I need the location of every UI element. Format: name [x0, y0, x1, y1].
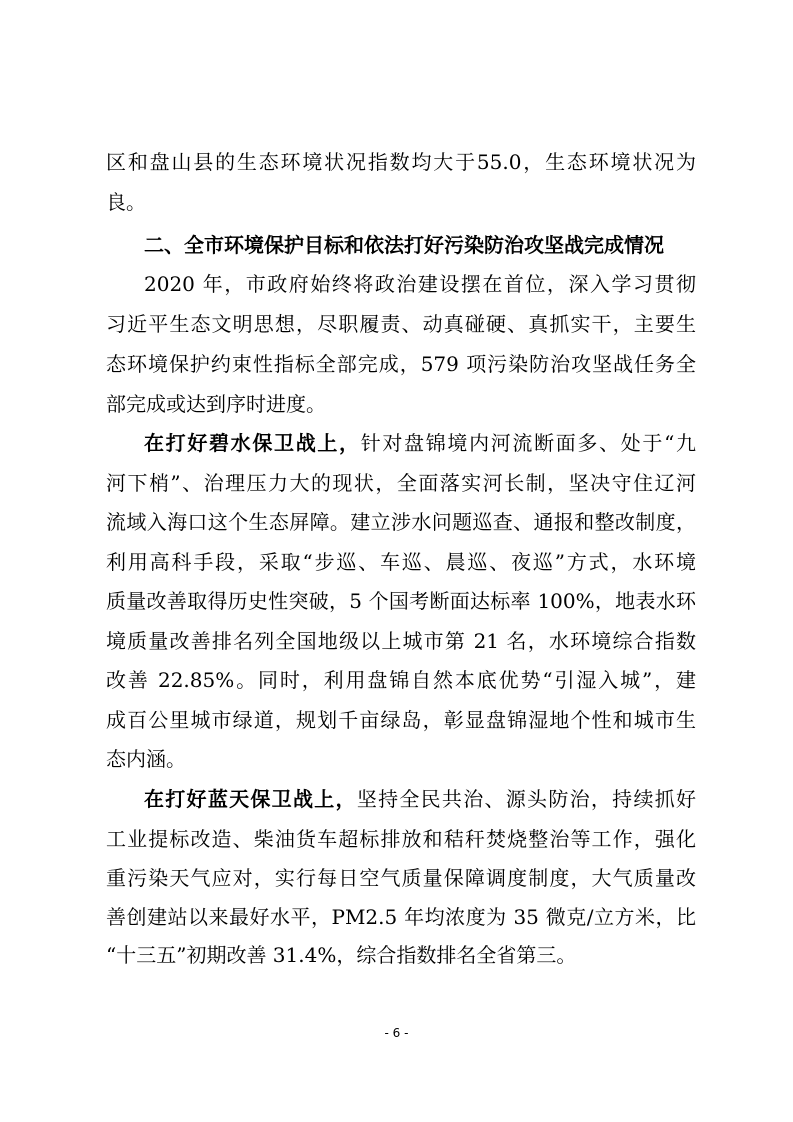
paragraph-line: 良。: [106, 190, 146, 214]
paragraph-line: 习近平生态文明思想，尽职履责、动真碰硬、真抓实干，主要生: [106, 312, 696, 336]
paragraph-line: 区和盘山县的生态环境状况指数均大于55.0，生态环境状况为: [106, 150, 696, 174]
paragraph-text: 坚持全民共治、源头防治，持续抓好: [356, 787, 697, 811]
paragraph-line: 重污染天气应对，实行每日空气质量保障调度制度，大气质量改: [106, 866, 696, 890]
paragraph-line: 2020 年，市政府始终将政治建设摆在首位，深入学习贯彻: [144, 272, 696, 296]
paragraph-line: “十三五”初期改善 31.4%，综合指数排名全省第三。: [106, 943, 577, 967]
section-heading: 二、全市环境保护目标和依法打好污染防治攻坚战完成情况: [144, 233, 664, 257]
paragraph-line: 态内涵。: [106, 747, 186, 771]
paragraph-line: 改善 22.85%。同时，利用盘锦自然本底优势“引湿入城”，建: [106, 668, 696, 692]
paragraph-text: 针对盘锦境内河流断面多、处于“九: [360, 431, 697, 455]
paragraph-line-sky: [144, 787, 696, 811]
page-number: - 6 -: [384, 1026, 409, 1040]
paragraph-line-water: [144, 431, 696, 455]
paragraph-line: 工业提标改造、柴油货车超标排放和秸秆焚烧整治等工作，强化: [106, 827, 696, 851]
paragraph-line: 部完成或达到序时进度。: [106, 392, 326, 416]
paragraph-line: 善创建站以来最好水平，PM2.5 年均浓度为 35 微克/立方米，比: [106, 905, 696, 929]
paragraph-line: 态环境保护约束性指标全部完成，579 项污染防治攻坚战任务全: [106, 352, 696, 376]
bold-lead-water: 在打好碧水保卫战上，: [144, 431, 361, 455]
paragraph-line: 河下梢”、治理压力大的现状，全面落实河长制，坚决守住辽河: [106, 471, 696, 495]
paragraph-line: 质量改善取得历史性突破，5 个国考断面达标率 100%，地表水环: [106, 589, 696, 613]
paragraph-line: 流域入海口这个生态屏障。建立涉水问题巡查、通报和整改制度，: [106, 510, 696, 534]
paragraph-line: 利用高科手段，采取“步巡、车巡、晨巡、夜巡”方式，水环境: [106, 550, 696, 574]
paragraph-line: 境质量改善排名列全国地级以上城市第 21 名，水环境综合指数: [106, 629, 696, 653]
bold-lead-sky: 在打好蓝天保卫战上，: [144, 787, 357, 811]
paragraph-line: 成百公里城市绿道，规划千亩绿岛，彰显盘锦湿地个性和城市生: [106, 708, 696, 732]
